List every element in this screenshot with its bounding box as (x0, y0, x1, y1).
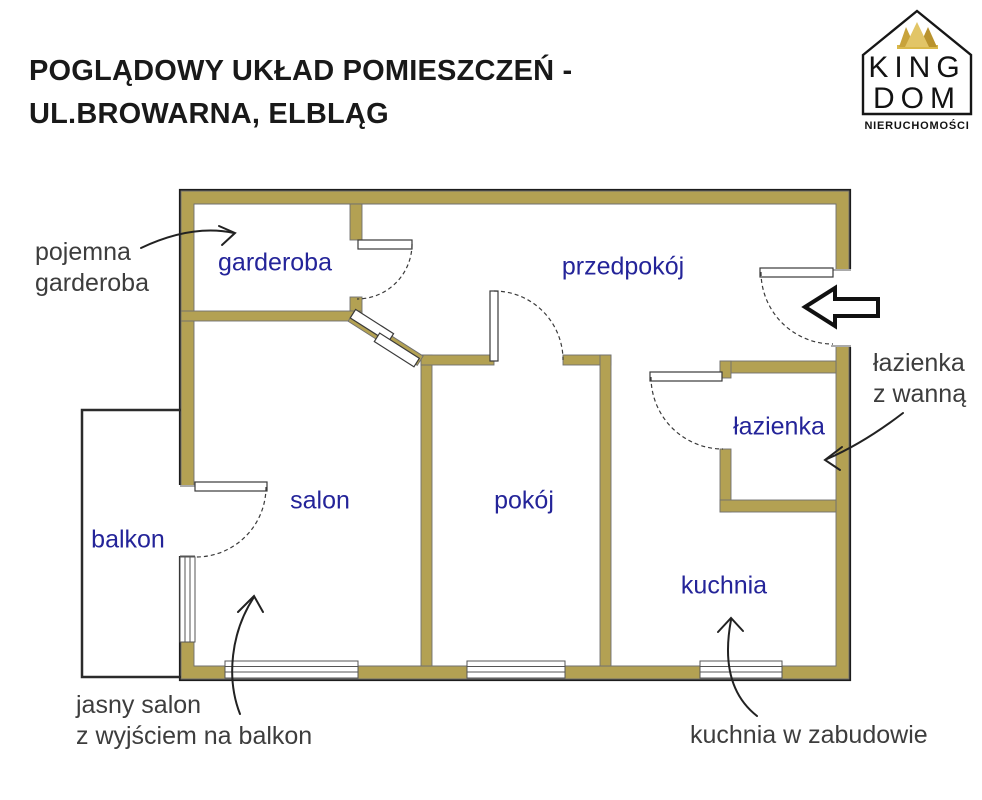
balcony-door-opening (178, 485, 196, 556)
pokoj-window (467, 661, 565, 678)
page-title-line1: POGLĄDOWY UKŁAD POMIESZCZEŃ - (29, 55, 573, 87)
annotation-salon-line1: jasny salon (76, 691, 202, 719)
room-label-salon: salon (290, 486, 350, 515)
annotation-salon-line2: z wyjściem na balkon (76, 722, 313, 750)
annotation-garderoba-line1: pojemna (35, 238, 131, 266)
room-label-przedpokoj: przedpokój (561, 252, 685, 281)
sliding-door (346, 309, 424, 367)
logo-brand-top: KING (868, 51, 966, 84)
annotation-lazienka-line1: łazienka (873, 349, 965, 377)
page-title-line2: UL.BROWARNA, ELBLĄG (29, 98, 389, 130)
annotation-garderoba (35, 237, 149, 299)
room-label-kuchnia: kuchnia (680, 571, 768, 600)
annotation-kuchnia (690, 720, 928, 751)
room-label-garderoba: garderoba (218, 248, 332, 277)
room-label-pokoj: pokój (494, 486, 554, 515)
annotation-salon (76, 690, 312, 752)
room-label-lazienka: łazienka (733, 412, 825, 441)
pokoj-door (490, 291, 563, 361)
logo-brand-bottom: DOM (873, 82, 961, 115)
lazienka-door (650, 372, 723, 449)
balcony-door (195, 482, 267, 557)
garderoba-door (357, 240, 412, 299)
annotation-kuchnia-line1: kuchnia w zabudowie (690, 721, 928, 749)
annotation-lazienka-line2: z wanną (873, 380, 967, 408)
room-label-balkon: balkon (91, 525, 165, 554)
balcony-window (180, 557, 195, 642)
logo-subtitle: NIERUCHOMOŚCI (864, 120, 970, 132)
annotation-garderoba-line2: garderoba (35, 269, 149, 297)
annotation-lazienka (873, 348, 966, 410)
salon-window (225, 661, 358, 678)
kuchnia-window (700, 661, 782, 678)
